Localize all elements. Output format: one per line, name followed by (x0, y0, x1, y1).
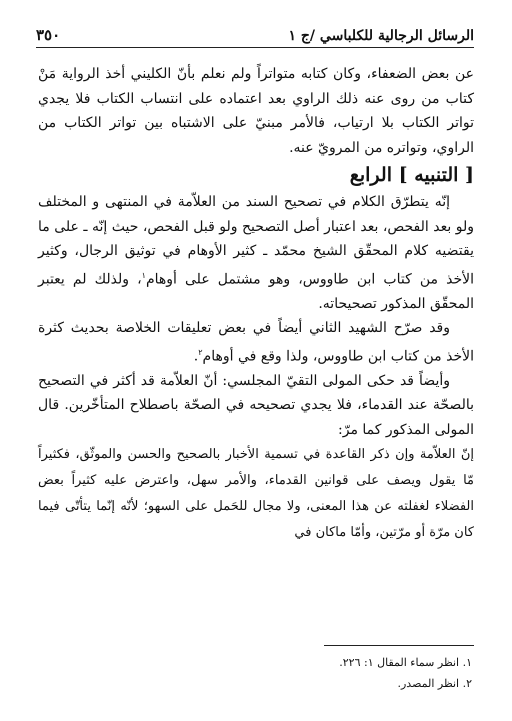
block-quote: إنّ العلاّمة وإن ذكر القاعدة في تسمية الأخبار بالصحيح والحسن والموثّق، فكثيراً مّا يقول ويصف على قوانين القدماء، والأمر سهل، واعترض عليه كثيراً بعض الفضلاء لغفلته عن هذا المعنى، ولا مجال للحَمل على السهو؛ لأنّه إنّما يتأتّى فيما كان مرّة أو مرّتين، وأمّا ماكان في (38, 447, 474, 541)
footnote-2: ٢. انظر المصدر. (397, 677, 472, 690)
paragraph-3-text: وقد صرّح الشهيد الثاني أيضاً في بعض تعليقات الخلاصة بحديث كثرة الأخذ من كتاب ابن طاووس، ولذا وقع في أوهام (38, 320, 474, 365)
paragraph-2-text: إنّه يتطرّق الكلام في تصحيح السند من العلاّمة في المنتهى و المختلف ولو بعد الفحص، بعد اعتبار أصل التصحيح ولو قبل الفحص، حيث إنّه ـ على ما يقتضيه كلام المحقّق الشيخ محمّد ـ كثير الأوهام في توثيق الرجال، وكثير الأخذ من كتاب ابن طاووس، وهو مشتمل على أوهام (38, 194, 474, 288)
footnote-rule (324, 645, 474, 646)
footnote-ref-2: ٢ (198, 347, 203, 357)
paragraph-2 (38, 190, 474, 316)
paragraph-2-end: ، ولذلك لم يعتبر المحقّق المذكور تصحيحاته. (38, 271, 474, 312)
footnote-ref-1: ١ (141, 270, 146, 280)
paragraph-4: وأيضاً قد حكى المولى التقيّ المجلسي: أنّ العلاّمة قد أكثر في التصحيح بالصحّة عند القدماء، فلا يجدي تصحيحه في الصحّة باصطلاح المتأخّرين. قال المولى المذكور كما مرّ: (38, 372, 474, 438)
page-number: ٣٥٠ (36, 26, 61, 44)
paragraph-1: عن بعض الضعفاء، وكان كتابه متواتراً ولم نعلم بأنّ الكليني أخذ الرواية مَنْ كتاب من روى عنه ذلك الراوي بعد اعتماده على انتساب الكتاب فلا يجدي تواتر الكتاب بلا ارتياب، فالأمر مبنيّ على الاشتباه بين تواتر الكتاب من الراوي، وتواتره من المرويّ عنه. (38, 66, 474, 156)
paragraph-3 (38, 316, 474, 369)
body-text (38, 62, 474, 546)
paragraph-3-end: . (193, 348, 199, 365)
footnotes (38, 652, 472, 694)
page-header (36, 14, 474, 44)
header-rule (36, 47, 474, 48)
footnote-1: ١. انظر سماء المقال ١: ٢٢٦. (339, 656, 472, 669)
section-heading: [ التنبيه ] الرابع (349, 164, 474, 186)
running-title: الرسائل الرجالية للكلباسي /ج ١ (288, 28, 474, 44)
